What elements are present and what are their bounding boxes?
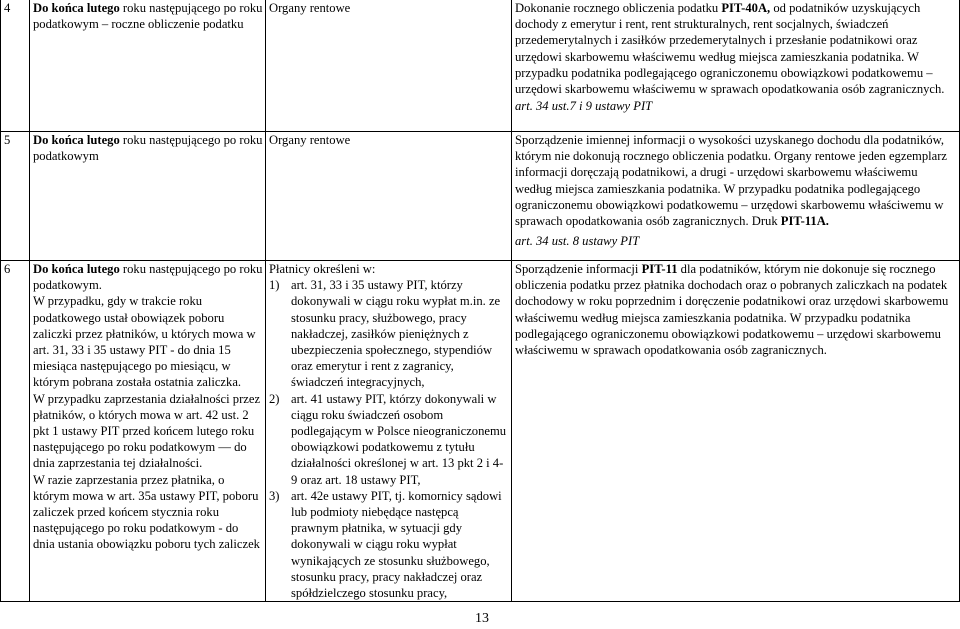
entity-cell: Organy rentowe (266, 0, 512, 132)
task-text-cont: dla podatników, którym nie dokonuje się rocznego obliczenia podatku przez płatnika dochodach oraz o pobranych zaliczkach na podatek dochodowy w roku poprzednim i doręczenie podatnikowi oraz urzędowi skarbowemu właściwemu według miejsca zamieszkania podatnika. W przypadku podatnika podlegającego ograniczonemu obowiązkowi podatkowemu – urzędowi skarbowemu właściwemu w sprawach opodatkowania osób zagranicznych. (515, 262, 949, 358)
form-name: PIT-40A, (721, 1, 771, 15)
deadline-text: roku następującego po roku podatkowym – roczne obliczenie podatku (33, 1, 263, 32)
entity-cell: Organy rentowe (266, 132, 512, 261)
task-text: Dokonanie rocznego obliczenia podatku (515, 1, 722, 15)
task-text: Sporządzenie imiennej informacji o wysokości uzyskanego dochodu dla podatników, którym nie dokonują rocznego obliczenia podatku. Organy rentowe jeden egzemplarz informacji doręczają podatnikowi, a drugi - urzędowi skarbowemu właściwemu według miejsca zamieszkania podatnika. W przypadku podatnika podlegającego ograniczonemu obowiązkowi podatkowemu – urzędowi skarbowemu właściwemu w sprawach opodatkowania osób zagranicznych. Druk (515, 133, 947, 229)
list-item: 3) art. 42e ustawy PIT, tj. komornicy sądowi lub podmioty niebędące następcą prawnym płatnika, w sytuacji gdy dokonywali w ciągu roku wypłat wynikających ze stosunku służbowego, stosunku pracy, pracy nakładczej oraz spółdzielczego stosunku pracy, (269, 488, 502, 601)
form-name: PIT-11 (641, 262, 678, 276)
page-number: 13 (475, 611, 489, 626)
table-row (1, 0, 960, 132)
list-item: 2) art. 41 ustawy PIT, którzy dokonywali w ciągu roku świadczeń osobom podlegającym w Polsce nieograniczonemu obowiązkowi podatkowemu z tytułu działalności określonej w art. 13 pkt 2 i 4-9 oraz art. 18 ustawy PIT, (269, 391, 507, 487)
deadline-bold: Do końca lutego (33, 262, 120, 276)
deadline-text: roku następującego po roku podatkowym. (33, 262, 263, 293)
deadline-bold: Do końca lutego (33, 1, 120, 15)
legal-reference: art. 34 ust.7 i 9 ustawy PIT (515, 99, 653, 114)
row-number: 6 (1, 261, 30, 602)
table-row (1, 261, 960, 602)
deadline-cell (30, 261, 266, 602)
task-cell (512, 0, 960, 132)
deadline-bold: Do końca lutego (33, 133, 120, 147)
task-cell (512, 132, 960, 261)
list-item: 1) art. 31, 33 i 35 ustawy PIT, którzy dokonywali w ciągu roku wypłat m.in. ze stosunku pracy, służbowego, pracy nakładczej, zasiłków pieniężnych z ubezpieczenia społecznego, stypendiów oraz emerytur i rent z zagranicy, świadczeń integracyjnych, (269, 278, 501, 390)
deadline-paragraph: W przypadku zaprzestania działalności przez płatników, o których mowa w art. 42 ust. 2 pkt 1 ustawy PIT przed końcem lutego roku następującego po roku podatkowym — do dnia zaprzestania tej działalności. (33, 391, 261, 471)
form-name: PIT-11A. (780, 214, 829, 229)
deadline-paragraph: W przypadku, gdy w trakcie roku podatkowego ustał obowiązek poboru zaliczki przez płatników, u których mowa w art. 31, 33 i 35 ustawy PIT - do dnia 15 miesiąca następującego po miesiącu, w którym pobrana została ostatnia zaliczka. (33, 294, 256, 390)
entity-cell (266, 261, 512, 602)
task-text: Sporządzenie informacji (515, 262, 642, 276)
row-number: 4 (1, 0, 30, 132)
task-text-cont: od podatników uzyskujących dochody z emerytur i rent, rent strukturalnych, rent socjalnych, świadczeń przedemerytalnych i zasiłków przedemerytalnych i przesłanie podatnikowi oraz urzędowi skarbowemu właściwemu według miejsca zamieszkania podatnika. W przypadku podatnika podlegającego ograniczonemu obowiązkowi podatkowemu – urzędowi skarbowemu właściwemu w sprawach opodatkowania osób zagranicznych. (515, 1, 945, 97)
legal-reference: art. 34 ust. 8 ustawy PIT (515, 234, 640, 249)
task-cell (512, 261, 960, 602)
deadline-cell (30, 132, 266, 261)
table-row (1, 132, 960, 261)
deadline-paragraph: W razie zaprzestania przez płatnika, o którym mowa w art. 35a ustawy PIT, poboru zaliczek przed końcem stycznia roku następującego po roku podatkowym - do dnia ustania obowiązku poboru tych zaliczek (33, 472, 260, 552)
deadline-text: roku następującego po roku podatkowym (33, 133, 263, 164)
row-number: 5 (1, 132, 30, 261)
payers-list (269, 277, 509, 601)
payers-intro: Płatnicy określeni w: (269, 262, 376, 276)
deadline-cell (30, 0, 266, 132)
